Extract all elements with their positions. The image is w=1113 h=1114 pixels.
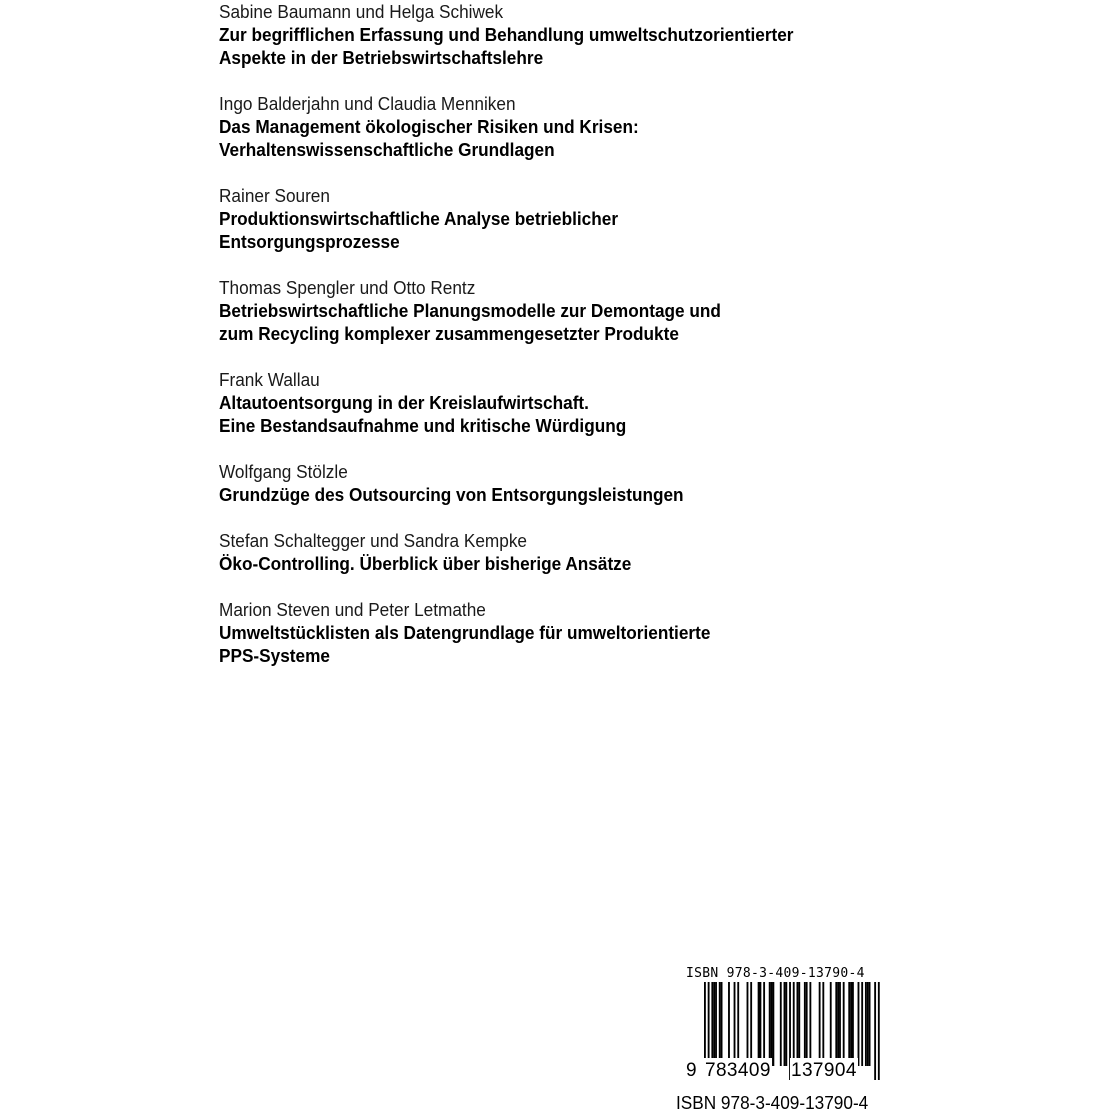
entry-title-line: Altautoentsorgung in der Kreislaufwirtschaft. bbox=[219, 392, 589, 413]
isbn-number: ISBN 978-3-409-13790-4 bbox=[676, 1092, 869, 1113]
entry-title-line: Umweltstücklisten als Datengrundlage für umweltorientierte bbox=[219, 622, 711, 643]
entry-author: Thomas Spengler und Otto Rentz bbox=[219, 277, 476, 298]
barcode-bar bbox=[837, 982, 839, 1066]
entry-steven-letmathe bbox=[219, 598, 747, 667]
barcode-bar bbox=[835, 982, 837, 1066]
entry-title-line: Zur begrifflichen Erfassung und Behandlung umweltschutzorientierter bbox=[219, 24, 794, 45]
barcode-bar bbox=[780, 982, 782, 1066]
barcode-bar bbox=[719, 982, 721, 1066]
entry-title-line: Öko-Controlling. Überblick über bisherige Ansätze bbox=[219, 553, 632, 574]
entry-title-line: PPS-Systeme bbox=[219, 645, 330, 666]
entry-title-line: Grundzüge des Outsourcing von Entsorgungsleistungen bbox=[219, 484, 684, 505]
barcode-bar bbox=[809, 982, 811, 1066]
barcode-bar bbox=[797, 982, 799, 1066]
barcode-guard-bar bbox=[878, 982, 880, 1080]
barcode-bar bbox=[850, 982, 852, 1066]
barcode-bar bbox=[858, 982, 860, 1066]
barcode-bar bbox=[785, 982, 787, 1066]
barcode-bar bbox=[737, 982, 739, 1066]
entry-title-line: Verhaltenswissenschaftliche Grundlagen bbox=[219, 139, 555, 160]
barcode-bar bbox=[713, 982, 715, 1066]
barcode-bar bbox=[734, 982, 736, 1066]
entry-title-line: Das Management ökologischer Risiken und Krisen: bbox=[219, 116, 639, 137]
barcode-bar bbox=[728, 982, 730, 1066]
barcode-bar bbox=[798, 982, 800, 1066]
entry-title-line: Betriebswirtschaftliche Planungsmodelle zur Demontage und bbox=[219, 300, 721, 321]
barcode-bar bbox=[772, 982, 774, 1066]
barcode-bar bbox=[869, 982, 871, 1066]
barcode-lead-digit: 9 bbox=[686, 1058, 699, 1084]
barcode-bar bbox=[750, 982, 752, 1066]
barcode-left-group: 783409 bbox=[704, 1058, 772, 1084]
barcode-right-group: 137904 bbox=[790, 1058, 858, 1084]
entry-title-line: Entsorgungsprozesse bbox=[219, 231, 400, 252]
barcode-bar bbox=[771, 982, 773, 1066]
entry-author: Frank Wallau bbox=[219, 369, 320, 390]
barcode-bar bbox=[763, 982, 765, 1066]
entry-title-line: Produktionswirtschaftliche Analyse betrieblicher bbox=[219, 208, 619, 229]
entry-author: Wolfgang Stölzle bbox=[219, 461, 348, 482]
barcode-bar bbox=[747, 982, 749, 1066]
barcode-isbn-label: ISBN 978-3-409-13790-4 bbox=[686, 966, 865, 981]
entry-author: Stefan Schaltegger und Sandra Kempke bbox=[219, 530, 527, 551]
entry-schaltegger-kempke bbox=[219, 529, 662, 575]
entry-author: Rainer Souren bbox=[219, 185, 330, 206]
barcode-bar bbox=[867, 982, 869, 1066]
barcode-bar bbox=[852, 982, 854, 1066]
barcode-bar bbox=[769, 982, 771, 1066]
barcode-bar bbox=[760, 982, 762, 1066]
barcode-bar bbox=[830, 982, 832, 1066]
barcode-bar bbox=[806, 982, 808, 1066]
entry-stoelzle bbox=[219, 460, 719, 506]
barcode-bar bbox=[721, 982, 723, 1066]
barcode-bar bbox=[843, 982, 845, 1066]
entry-spengler-rentz bbox=[219, 276, 759, 345]
entry-title-line: zum Recycling komplexer zusammengesetzter Produkte bbox=[219, 323, 679, 344]
entry-balderjahn-menniken bbox=[219, 92, 670, 161]
entry-wallau bbox=[219, 368, 657, 437]
entry-author: Ingo Balderjahn und Claudia Menniken bbox=[219, 93, 516, 114]
barcode-bar bbox=[715, 982, 717, 1066]
barcode-bar bbox=[758, 982, 760, 1066]
barcode-bar bbox=[865, 982, 867, 1066]
entry-baumann-schiwek bbox=[219, 0, 837, 69]
barcode-bar bbox=[711, 982, 713, 1066]
barcode-bar bbox=[848, 982, 850, 1066]
barcode-bar bbox=[822, 982, 824, 1066]
entry-author: Marion Steven und Peter Letmathe bbox=[219, 599, 486, 620]
entry-title-line: Aspekte in der Betriebswirtschaftslehre bbox=[219, 47, 544, 68]
barcode-digits bbox=[686, 1058, 876, 1084]
entry-title-line: Eine Bestandsaufnahme und kritische Würdigung bbox=[219, 415, 627, 436]
barcode-bar bbox=[819, 982, 821, 1066]
barcode-bar bbox=[784, 982, 786, 1066]
barcode-bar bbox=[861, 982, 863, 1066]
entry-souren bbox=[219, 184, 648, 253]
barcode-bar bbox=[839, 982, 841, 1066]
barcode-bar bbox=[804, 982, 806, 1066]
entry-author: Sabine Baumann und Helga Schiwek bbox=[219, 1, 504, 22]
